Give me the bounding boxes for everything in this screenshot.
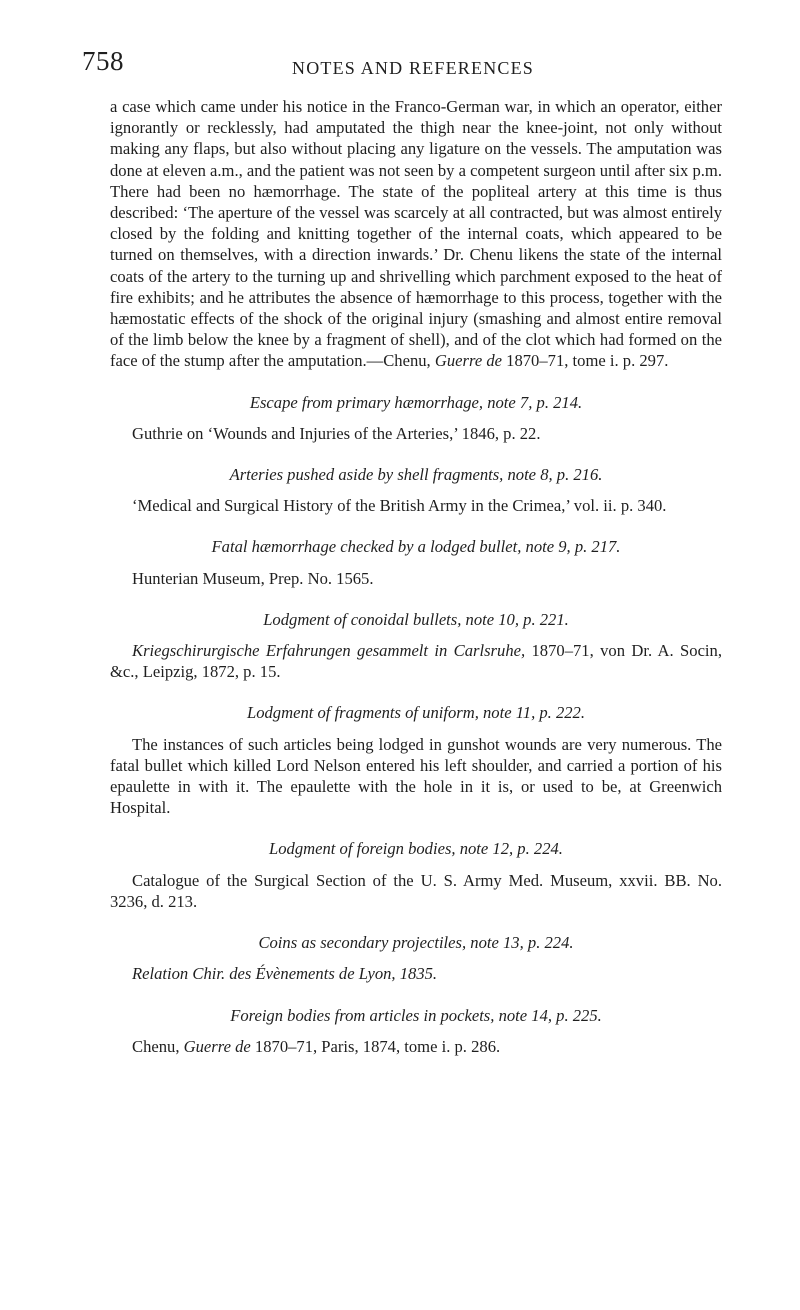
reference-hunterian: Hunterian Museum, Prep. No. 1565.	[132, 568, 374, 588]
body-text	[110, 96, 722, 1057]
note-heading-8: Arteries pushed aside by shell fragments, note 8, p. 216.	[229, 465, 603, 485]
paragraph-text: a case which came under his notice in the Franco-German war, in which an operator, either ignorantly or recklessly, had amputated the thigh near the knee-joint, not only without making any flaps, but also without placing any ligature on the vessels. The amputation was done at eleven a.m., and the patient was not seen by a competent surgeon until after six p.m. There had been no hæmorrhage. The state of the popliteal artery at this time is thus described: ‘The aperture of the vessel was scarcely at all contracted, but was almost entirely closed by the folding and knitting together of the internal coats, which appeared to be turned on themselves, with a direction inwards.’ Dr. Chenu likens the state of the internal coats of the artery to the turning up and shrivelling which parchment exposed to the heat of fire exhibits; and he attributes the absence of hæmorrhage to this process, together with the hæmostatic effects of the shock of the original injury (smashing and almost entire removal of the limb below the knee by a fragment of shell), and of the clot which had formed on the face of the stump after the amputation.—Chenu,	[110, 97, 722, 371]
note-heading-14: Foreign bodies from articles in pockets, note 14, p. 225.	[230, 1005, 602, 1025]
note-heading-13: Coins as secondary projectiles, note 13, p. 224.	[258, 933, 574, 953]
paragraph-text-end: 1870–71, tome i. p. 297.	[506, 351, 669, 371]
paragraph-nelson: The instances of such articles being lodged in gunshot wounds are very numerous. The fatal bullet which killed Lord Nelson entered his left shoulder, and carried a portion of his epaulette in with it. The epaulette with the hole in it is, or used to be, at Greenwich Hospital.	[110, 734, 722, 818]
reference-chenu	[110, 1036, 722, 1057]
note-heading-10: Lodgment of conoidal bullets, note 10, p. 221.	[263, 609, 569, 629]
reference-army-museum: Catalogue of the Surgical Section of the U. S. Army Med. Museum, xxvii. BB. No. 3236, d. 213.	[110, 870, 722, 911]
page-header	[82, 46, 722, 86]
reference-socin	[110, 640, 722, 682]
note-heading-7: Escape from primary hæmorrhage, note 7, p. 214.	[249, 392, 583, 412]
note-heading-11: Lodgment of fragments of uniform, note 11, p. 222.	[246, 703, 586, 723]
reference-text: Chenu,	[132, 1036, 180, 1056]
italic-title: Guerre de	[434, 351, 502, 371]
reference-guthrie: Guthrie on ‘Wounds and Injuries of the Arteries,’ 1846, p. 22.	[132, 423, 541, 443]
reference-text: 1870–71, von Dr. A. Socin, &c., Leipzig, 1872, p. 15.	[110, 641, 722, 682]
page-number: 758	[82, 46, 124, 76]
reference-text-end: 1870–71, Paris, 1874, tome i. p. 286.	[254, 1036, 501, 1056]
italic-title: Guerre de	[183, 1036, 251, 1056]
reference-lyon: Relation Chir. des Évènements de Lyon, 1835.	[132, 964, 438, 984]
reference-crimea: ‘Medical and Surgical History of the British Army in the Crimea,’ vol. ii. p. 340.	[132, 496, 667, 516]
running-head: NOTES AND REFERENCES	[292, 58, 535, 78]
italic-title: Kriegschirurgische Erfahrungen gesammelt in Carlsruhe,	[132, 641, 526, 661]
note-heading-9: Fatal hæmorrhage checked by a lodged bullet, note 9, p. 217.	[211, 537, 621, 557]
note-heading-12: Lodgment of foreign bodies, note 12, p. 224.	[269, 839, 563, 859]
paragraph-chenu-case	[110, 96, 722, 372]
